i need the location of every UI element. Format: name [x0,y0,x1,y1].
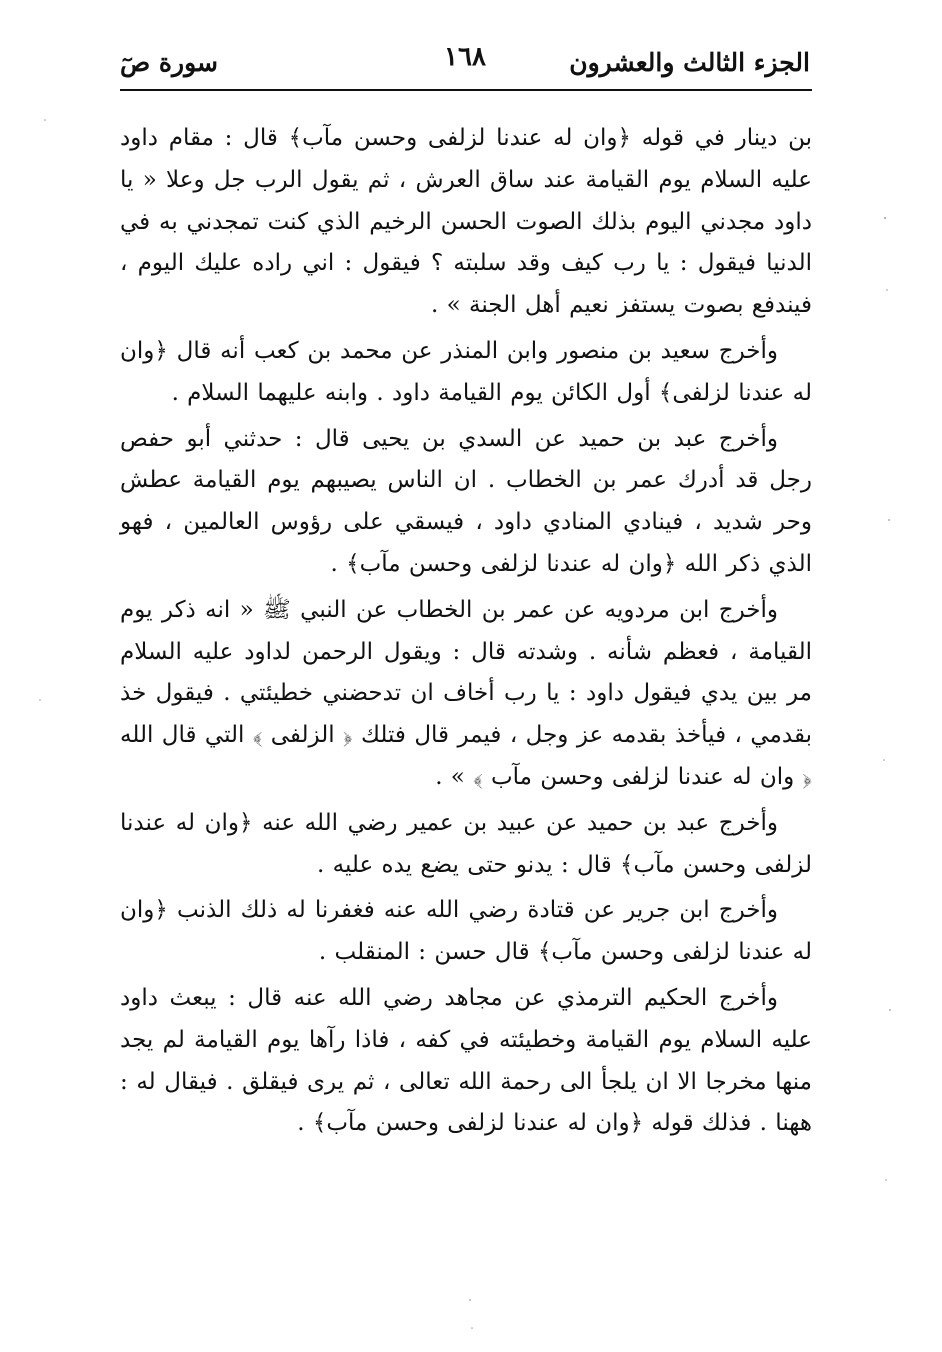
paragraph-2: وأخرج سعيد بن منصور وابن المنذر عن محمد بن كعب أنه قال ﴿وان له عندنا لزلفى﴾ أول الكائن يوم القيامة داود . وابنه عليهما السلام . [120,337,812,406]
paragraph-1: بن دينار في قوله ﴿وان له عندنا لزلفى وحسن مآب﴾ قال : مقام داود عليه السلام يوم القيامة عند ساق العرش ، ثم يقول الرب جل وعلا « يا داود مجدني اليوم بذلك الصوت الحسن الرخيم الذي كنت تمجدني به في الدنيا فيقول : يا رب كيف وقد سلبته ؟ فيقول : اني راده عليك اليوم ، فيندفع بصوت يستفز نعيم أهل الجنة » . [120,125,813,319]
paragraph-3: وأخرج عبد بن حميد عن السدي بن يحيى قال : حدثني أبو حفص رجل قد أدرك عمر بن الخطاب . ان الناس يصيبهم يوم القيامة عطش وحر شديد ، فينادي المنادي داود ، فيسقي على رؤوس العالمين ، فهو الذي ذكر الله ﴿وان له عندنا لزلفى وحسن مآب﴾ . [120,425,812,577]
paragraph-4: وأخرج ابن مردويه عن عمر بن الخطاب عن النبي ﷺ « انه ذكر يوم القيامة ، فعظم شأنه . وشدته قال : ويقول الرحمن لداود عليه السلام مر بين يدي فيقول داود : يا رب أخاف ان تدحضني خطيئتي . فيقول خذ بقدمي ، فيأخذ بقدمه عز وجل ، فيمر قال فتلك ﴿ الزلفى ﴾ التي قال الله ﴿ وان له عندنا لزلفى وحسن مآب ﴾ » . [120,596,812,790]
part-title: الجزء الثالث والعشرون [569,47,810,77]
body-text [120,118,812,1149]
paragraph-5: وأخرج عبد بن حميد عن عبيد بن عمير رضي الله عنه ﴿وان له عندنا لزلفى وحسن مآب﴾ قال : يدنو حتى يضع يده عليه . [120,809,812,878]
paragraph-7: وأخرج الحكيم الترمذي عن مجاهد رضي الله عنه قال : يبعث داود عليه السلام يوم القيامة وخطيئته في كفه ، فاذا رآها يوم القيامة لم يجد منها مخرجا الا ان يلجأ الى رحمة الله تعالى ، ثم يرى فيقلق . فيقال له : ههنا . فذلك قوله ﴿وان له عندنا لزلفى وحسن مآب﴾ . [120,984,812,1137]
header-rule [120,89,812,91]
paragraph-6: وأخرج ابن جرير عن قتادة رضي الله عنه فغفرنا له ذلك الذنب ﴿وان له عندنا لزلفى وحسن مآب﴾ قال حسن : المنقلب . [120,897,812,966]
running-header [120,40,810,84]
page-number: ١٦٨ [444,42,486,72]
surah-title: سورة صٓ [120,47,218,77]
